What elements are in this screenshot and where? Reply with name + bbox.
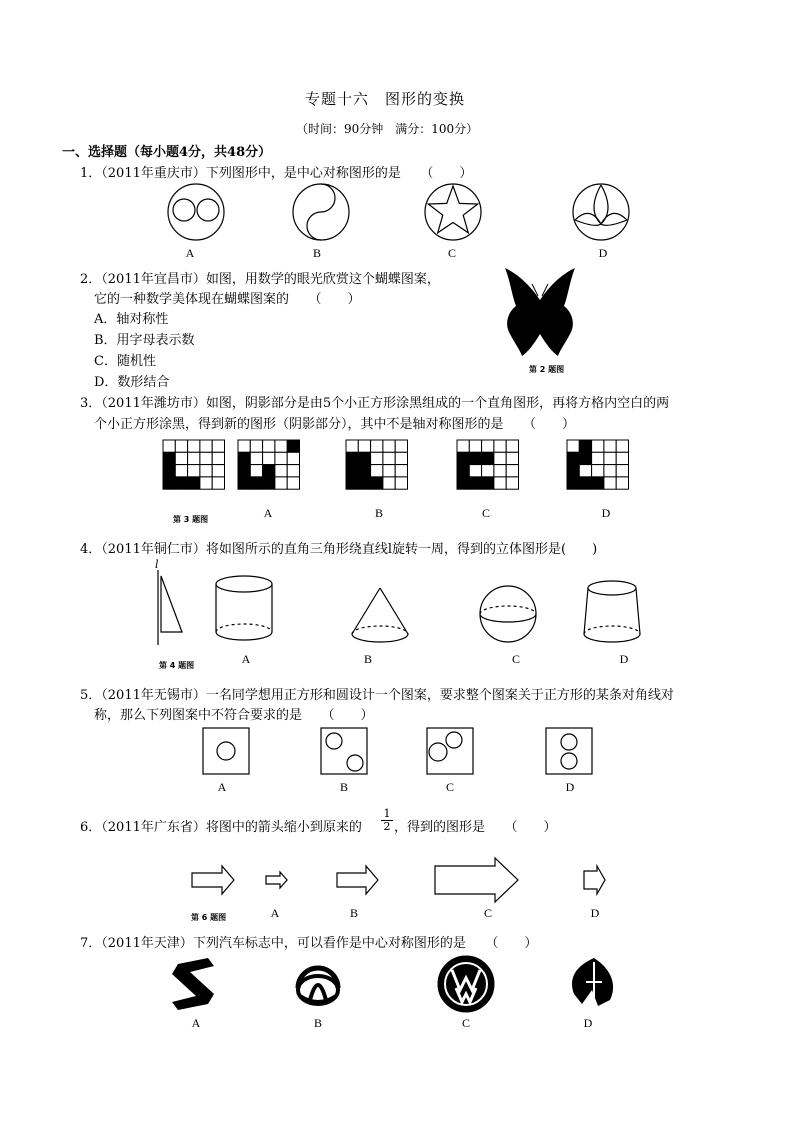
q4-line-label: l bbox=[155, 558, 159, 571]
section-heading: 一、选择题（每小题4分，共48分） bbox=[62, 145, 272, 160]
q1-label-c: C bbox=[447, 246, 456, 260]
q4-label-c: C bbox=[511, 652, 520, 666]
question-2-line-1: 2．（2011年宜昌市）如图，用数学的眼光欣赏这个蝴蝶图案， bbox=[80, 272, 440, 287]
q5-label-c: C bbox=[445, 780, 454, 794]
suzuki-logo-icon bbox=[172, 958, 214, 1010]
q7-label-d: D bbox=[583, 1016, 593, 1030]
q6-label-b: B bbox=[349, 906, 358, 920]
q5-label-a: A bbox=[217, 780, 227, 794]
q5-label-d: D bbox=[565, 780, 575, 794]
q4-label-d: D bbox=[619, 652, 629, 666]
question-6-text-before: 6．（2011年广东省）将图中的箭头缩小到原来的 bbox=[80, 820, 362, 835]
q5-label-b: B bbox=[339, 780, 348, 794]
q6-label-a: A bbox=[270, 906, 280, 920]
volkswagen-logo-icon bbox=[438, 956, 494, 1012]
page-title: 专题十六 图形的变换 bbox=[305, 90, 466, 108]
q4-label-b: B bbox=[363, 652, 372, 666]
q2-option-c: C．随机性 bbox=[94, 354, 156, 369]
q6-label-c: C bbox=[483, 906, 492, 920]
question-1-text: 1．（2011年重庆市）下列图形中，是中心对称图形的是 （ ） bbox=[80, 166, 473, 181]
q3-label-d: D bbox=[601, 506, 611, 520]
q4-label-a: A bbox=[241, 652, 251, 666]
q6-fraction-denominator: 2 bbox=[381, 820, 393, 832]
q7-label-c: C bbox=[461, 1016, 470, 1030]
q7-label-a: A bbox=[191, 1016, 201, 1030]
q7-label-b: B bbox=[313, 1016, 322, 1030]
question-7-text: 7．（2011年天津）下列汽车标志中，可以看作是中心对称图形的是 （ ） bbox=[80, 936, 538, 951]
question-2-line-2: 它的一种数学美体现在蝴蝶图案的 （ ） bbox=[94, 292, 361, 307]
q3-figure-caption: 第 3 题图 bbox=[173, 515, 209, 524]
q2-option-d: D．数形结合 bbox=[94, 375, 170, 390]
q3-label-a: A bbox=[263, 506, 273, 520]
question-5-line-1: 5．（2011年无锡市）一名同学想用正方形和圆设计一个图案，要求整个图案关于正方形的某条对角线对 bbox=[80, 688, 674, 703]
q1-label-d: D bbox=[598, 246, 608, 260]
question-3-line-1: 3．（2011年潍坊市）如图，阴影部分是由5个小正方形涂黑组成的一个直角图形，再将方格内空白的两 bbox=[80, 396, 670, 411]
leaf-logo-icon bbox=[572, 958, 613, 1006]
question-5-line-2: 称，那么下列图案中不符合要求的是 （ ） bbox=[94, 708, 374, 723]
q3-label-b: B bbox=[374, 506, 383, 520]
q4-figure-caption: 第 4 题图 bbox=[159, 661, 195, 670]
q2-option-b: B．用字母表示数 bbox=[94, 333, 195, 348]
q6-fraction-numerator: 1 bbox=[383, 807, 391, 820]
q2-figure-caption: 第 2 题图 bbox=[529, 365, 565, 374]
page-subtitle: （时间：90分钟 满分：100分） bbox=[296, 122, 479, 136]
q6-figure-caption: 第 6 题图 bbox=[191, 913, 227, 922]
question-3-line-2: 个小正方形涂黑，得到新的图形（阴影部分），其中不是轴对称图形的是 （ ） bbox=[94, 417, 576, 432]
toyota-like-logo-icon bbox=[298, 968, 338, 1004]
q2-option-a: A．轴对称性 bbox=[94, 312, 169, 327]
question-6-text-after: ，得到的图形是 （ ） bbox=[394, 820, 557, 835]
q1-label-a: A bbox=[185, 246, 195, 260]
q1-label-b: B bbox=[312, 246, 321, 260]
question-4-text: 4．（2011年铜仁市）将如图所示的直角三角形绕直线l旋转一周，得到的立体图形是( ) bbox=[80, 542, 598, 557]
q3-label-c: C bbox=[481, 506, 490, 520]
q6-label-d: D bbox=[590, 906, 600, 920]
